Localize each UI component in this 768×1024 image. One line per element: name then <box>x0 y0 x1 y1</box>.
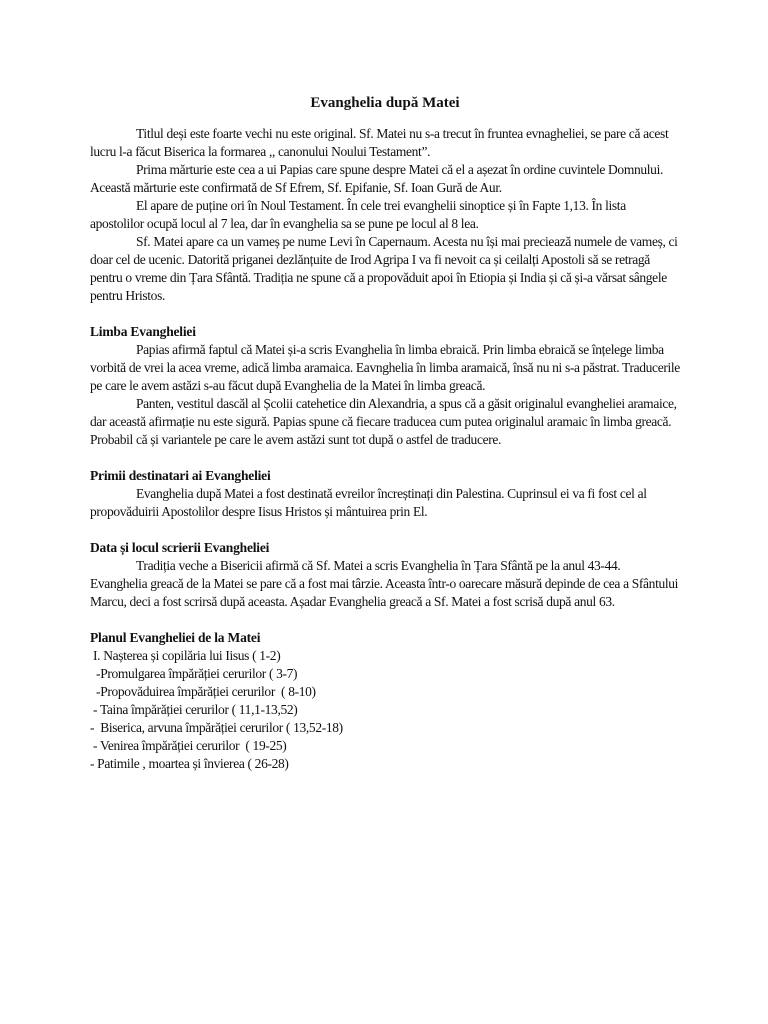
section-heading-destinatari: Primii destinatari ai Evangheliei <box>90 468 271 483</box>
section-paragraph: Evanghelia după Matei a fost destinată evreilor încreștinați din Palestina. Cuprinsul ei va fi fost cel al propovăduirii Apostolilor despre Iisus Hristos și mântuirea prin El. <box>90 486 647 519</box>
plan-list-item: - Biserica, arvuna împărăției cerurilor ( 13,52-18) <box>90 720 343 735</box>
plan-list-item: I. Nașterea și copilăria lui Iisus ( 1-2) <box>90 648 281 663</box>
section-paragraph: Panten, vestitul dascăl al Școlii catehetice din Alexandria, a spus că a găsit originalul evangheliei aramaice, dar această afirmație nu este sigură. Papias spune că fiecare traducea cum putea originalul aramaic în limba greacă. Probabil că și variantele pe care le avem astăzi sunt tot după o astfel de traducere. <box>90 396 677 447</box>
plan-list-item: - Patimile , moartea și învierea ( 26-28) <box>90 756 289 771</box>
section-heading-planul: Planul Evangheliei de la Matei <box>90 630 261 645</box>
intro-paragraph: Prima mărturie este cea a ui Papias care spune despre Matei că el a așezat în ordine cuvintele Domnului. Această mărturie este confirmată de Sf Efrem, Sf. Epifanie, Sf. Ioan Gură de Aur. <box>90 162 664 195</box>
plan-list-item: -Promulgarea împărăției cerurilor ( 3-7) <box>90 666 298 681</box>
plan-list <box>90 647 680 773</box>
section-paragraph: Tradiția veche a Bisericii afirmă că Sf. Matei a scris Evanghelia în Țara Sfântă pe la anul 43-44. Evanghelia greacă de la Matei se pare că a fost mai târzie. Aceasta într-o oarecare măsură depinde de cea a Sfântului Marcu, deci a fost scrirsă după aceasta. Așadar Evanghelia greacă a Sf. Matei a fost scrisă după anul 63. <box>90 558 679 609</box>
intro-paragraph: Titlul deși este foarte vechi nu este original. Sf. Matei nu s-a trecut în fruntea evnagheliei, se pare că acest lucru l-a făcut Biserica la formarea ,, canonului Noului Testament”. <box>90 126 669 159</box>
section-heading-limba: Limba Evangheliei <box>90 324 196 339</box>
plan-list-item: -Propovăduirea împărăției cerurilor ( 8-10) <box>90 684 316 699</box>
section-paragraph: Papias afirmă faptul că Matei și-a scris Evanghelia în limba ebraică. Prin limba ebraică se înțelege limba vorbită de vrei la acea vreme, adică limba aramaica. Eavnghelia în limba aramaică, însă nu ni s-a păstrat. Traducerile pe care le avem astăzi s-au făcut după Evanghelia de la Matei în limba greacă. <box>90 342 680 393</box>
section-heading-data-locul: Data și locul scrierii Evangheliei <box>90 540 270 555</box>
intro-paragraph: Sf. Matei apare ca un vameș pe nume Levi în Capernaum. Acesta nu își mai preciează numele de vameș, ci doar cel de ucenic. Datorită priganei dezlănțuite de Irod Agripa I va fi nevoit ca și ceilalți Apostoli să se retragă pentru o vreme din Țara Sfântă. Tradiția ne spune că a propovăduit apoi în Etiopia și India și că și-a vărsat sângele pentru Hristos. <box>90 234 678 303</box>
intro-paragraph: El apare de puține ori în Noul Testament. În cele trei evanghelii sinoptice și în Fapte 1,13. În lista apostolilor ocupă locul al 7 lea, dar în evanghelia sa se pune pe locul al 8 lea. <box>90 198 626 231</box>
plan-list-item: - Venirea împărăției cerurilor ( 19-25) <box>90 738 287 753</box>
plan-list-item: - Taina împărăției cerurilor ( 11,1-13,52) <box>90 702 298 717</box>
document-title: Evanghelia după Matei <box>310 95 460 111</box>
